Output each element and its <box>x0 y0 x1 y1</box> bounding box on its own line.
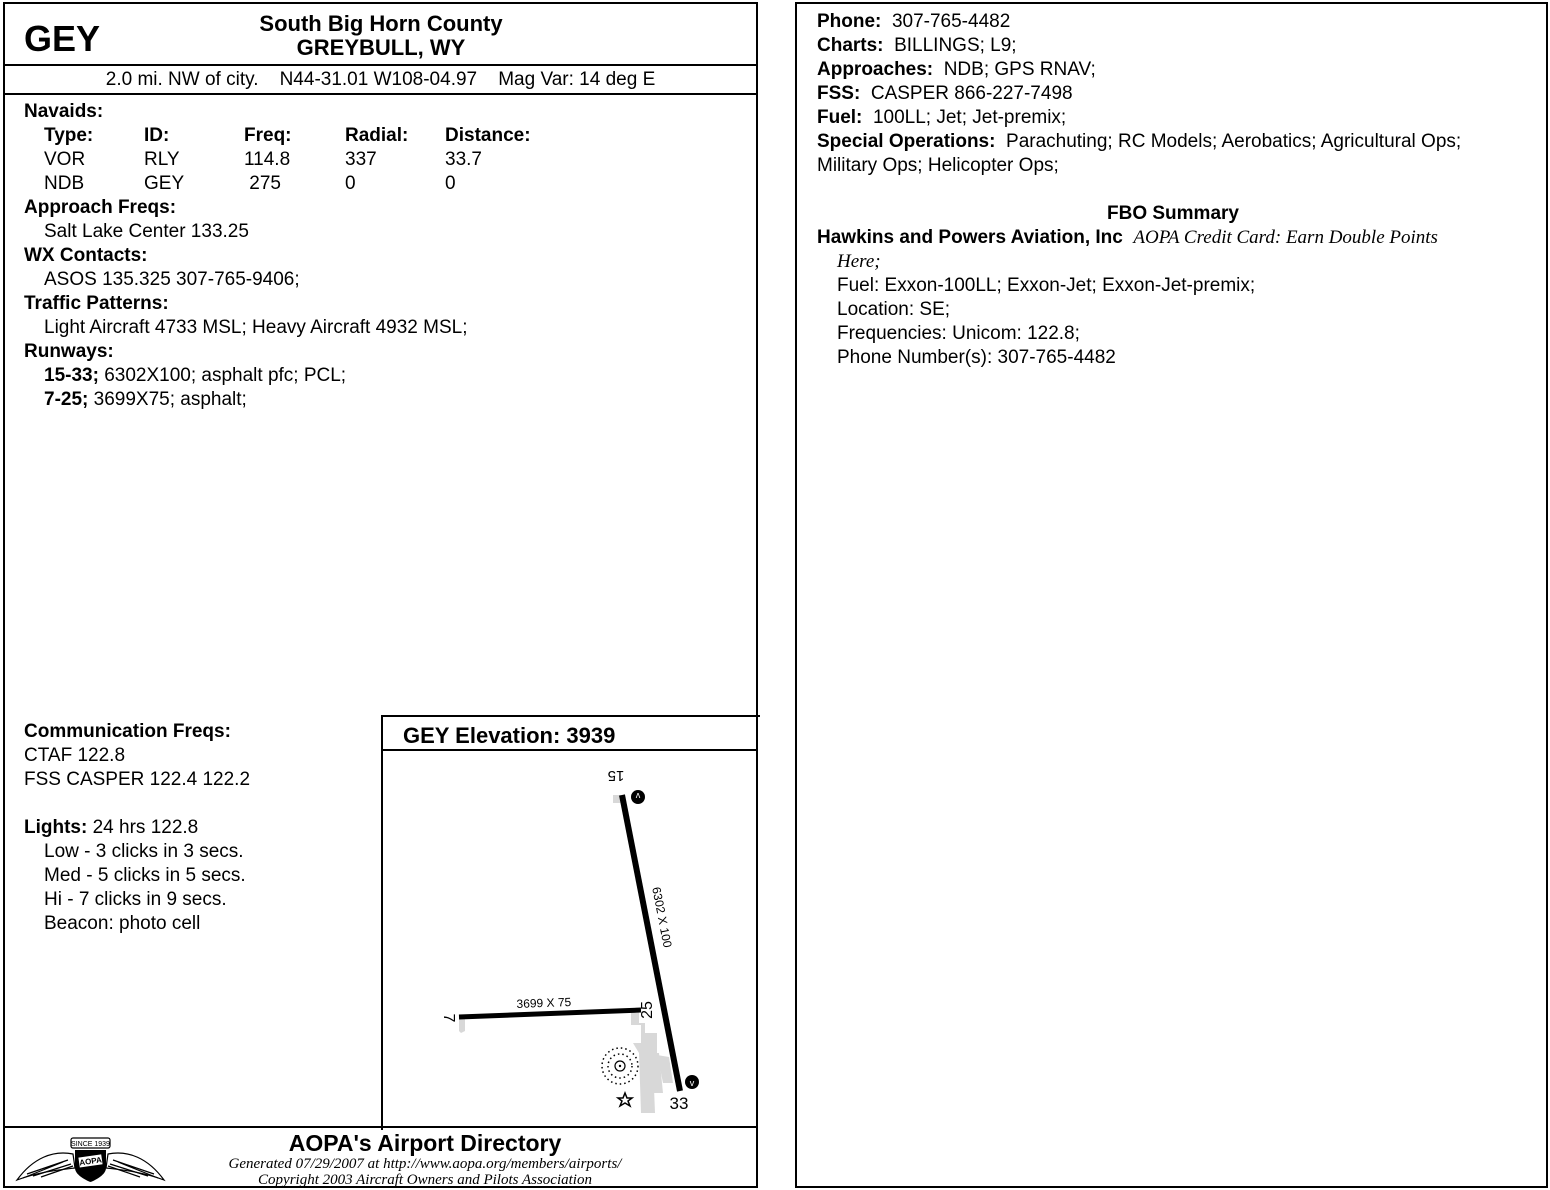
runway-diagram-svg <box>383 753 758 1128</box>
runway-label-33: 33 <box>669 1094 689 1113</box>
comm-freqs-heading: Communication Freqs: <box>24 721 231 742</box>
fbo-detail: Phone Number(s): 307-765-4482 <box>837 347 1116 368</box>
footer-title: AOPA's Airport Directory <box>288 1130 562 1156</box>
special-ops-value: Parachuting; RC Models; Aerobatics; Agricultural Ops; <box>1006 131 1462 152</box>
airport-code: GEY <box>24 18 101 59</box>
navaids-col-distance: Distance: <box>445 125 531 146</box>
communication-section <box>24 720 250 936</box>
fss-label: FSS: <box>817 83 861 104</box>
navaid-freq: 275 <box>244 173 281 194</box>
airport-title <box>181 12 581 60</box>
airport-header <box>5 4 756 66</box>
navaids-col-id: ID: <box>144 125 170 146</box>
logo-since-text: SINCE 1939 <box>71 1141 110 1148</box>
navaids-header-row <box>24 124 565 148</box>
info-fss <box>817 82 1461 106</box>
charts-label: Charts: <box>817 35 884 56</box>
fbo-promo-cont: Here; <box>837 251 881 272</box>
runway-dim-7-25: 3699 X 75 <box>516 995 572 1011</box>
runway-details: 3699X75; asphalt; <box>88 389 247 410</box>
fbo-name-line <box>817 226 1529 250</box>
runway-label-15: 15 <box>607 767 625 784</box>
approaches-value: NDB; GPS RNAV; <box>943 59 1096 80</box>
navaids-section <box>24 100 565 412</box>
navaids-heading: Navaids: <box>24 101 104 122</box>
charts-value: BILLINGS; L9; <box>894 35 1017 56</box>
runway-id: 15-33; <box>44 365 99 386</box>
approach-light-icon-15 <box>631 790 645 804</box>
airport-city-state: GREYBULL, WY <box>296 35 466 60</box>
fbo-detail: Location: SE; <box>837 299 951 320</box>
fss-value: CASPER 866-227-7498 <box>870 83 1073 104</box>
lights-item: Med - 5 clicks in 5 secs. <box>44 865 246 886</box>
footer <box>5 1126 756 1188</box>
lights-line <box>24 816 250 840</box>
navaid-type: VOR <box>44 149 86 170</box>
approach-freq-item: Salt Lake Center 133.25 <box>44 221 249 242</box>
navaid-row <box>24 172 565 196</box>
fbo-section <box>817 202 1529 370</box>
footer-copyright: Copyright 2003 Aircraft Owners and Pilots Association <box>258 1172 592 1188</box>
navaid-distance: 33.7 <box>445 149 482 170</box>
traffic-patterns-heading: Traffic Patterns: <box>24 293 169 314</box>
fbo-detail: Frequencies: Unicom: 122.8; <box>837 323 1080 344</box>
taxiway-apron <box>459 795 673 1113</box>
info-phone <box>817 10 1461 34</box>
diagram-title: GEY Elevation: 3939 <box>383 717 758 751</box>
fuel-value: 100LL; Jet; Jet-premix; <box>872 107 1067 128</box>
star-icon <box>618 1093 632 1106</box>
info-fuel <box>817 106 1461 130</box>
navaids-col-radial: Radial: <box>345 125 409 146</box>
comm-freq-item: CTAF 122.8 <box>24 745 126 766</box>
approach-freqs-heading: Approach Freqs: <box>24 197 177 218</box>
approaches-label: Approaches: <box>817 59 934 80</box>
traffic-pattern-item: Light Aircraft 4733 MSL; Heavy Aircraft 4932 MSL; <box>44 317 468 338</box>
navaid-id: RLY <box>144 149 180 170</box>
comm-freq-item: FSS CASPER 122.4 122.2 <box>24 769 251 790</box>
runway-label-25: 25 <box>639 1001 656 1019</box>
info-special-ops <box>817 130 1461 154</box>
runway-label-7: 7 <box>440 1013 457 1023</box>
navaid-row <box>24 148 565 172</box>
navaids-col-type: Type: <box>44 125 94 146</box>
navaid-freq: 114.8 <box>244 149 291 170</box>
navaid-radial: 337 <box>345 149 377 170</box>
wx-contact-item: ASOS 135.325 307-765-9406; <box>44 269 300 290</box>
lights-value: 24 hrs 122.8 <box>87 817 199 838</box>
lights-item: Low - 3 clicks in 3 secs. <box>44 841 244 862</box>
runway-dim-15-33: 6302 X 100 <box>649 885 675 949</box>
navaids-col-freq: Freq: <box>244 125 292 146</box>
wx-contacts-heading: WX Contacts: <box>24 245 148 266</box>
phone-value: 307-765-4482 <box>891 11 1011 32</box>
info-approaches <box>817 58 1461 82</box>
runway-7-25 <box>459 1010 641 1017</box>
info-section <box>817 10 1461 178</box>
info-charts <box>817 34 1461 58</box>
airport-details-panel <box>795 2 1548 1188</box>
fbo-name: Hawkins and Powers Aviation, Inc <box>817 227 1123 248</box>
aopa-wings-logo-icon <box>13 1132 168 1184</box>
lights-item: Beacon: photo cell <box>44 913 201 934</box>
lights-label: Lights: <box>24 817 88 838</box>
footer-text <box>175 1130 675 1188</box>
phone-label: Phone: <box>817 11 882 32</box>
navaid-type: NDB <box>44 173 85 194</box>
runway-details: 6302X100; asphalt pfc; PCL; <box>98 365 347 386</box>
airport-info-panel <box>3 2 758 1188</box>
rotating-beacon-icon <box>602 1048 638 1084</box>
special-ops-value-cont: Military Ops; Helicopter Ops; <box>817 155 1059 176</box>
footer-generated: Generated 07/29/2007 at http://www.aopa.org/members/airports/ <box>228 1156 622 1172</box>
airport-diagram <box>381 715 760 1130</box>
lights-item: Hi - 7 clicks in 9 secs. <box>44 889 227 910</box>
fbo-promo: AOPA Credit Card: Earn Double Points <box>1133 227 1438 248</box>
logo-aopa-text: AOPA <box>78 1155 103 1168</box>
navaid-distance: 0 <box>445 173 456 194</box>
location-line: 2.0 mi. NW of city. N44-31.01 W108-04.97 Mag Var: 14 deg E <box>5 66 756 95</box>
fbo-heading: FBO Summary <box>1107 203 1239 224</box>
navaid-id: GEY <box>144 173 185 194</box>
runway-item <box>24 364 565 388</box>
airport-name: South Big Horn County <box>259 11 503 36</box>
runway-id: 7-25; <box>44 389 89 410</box>
fuel-label: Fuel: <box>817 107 863 128</box>
approach-light-icon-33 <box>685 1075 699 1089</box>
navaid-radial: 0 <box>345 173 356 194</box>
fbo-detail: Fuel: Exxon-100LL; Exxon-Jet; Exxon-Jet-premix; <box>837 275 1256 296</box>
special-ops-label: Special Operations: <box>817 131 996 152</box>
svg-text:v: v <box>635 791 641 801</box>
svg-text:v: v <box>689 1078 695 1088</box>
runways-heading: Runways: <box>24 341 114 362</box>
runway-item <box>24 388 565 412</box>
